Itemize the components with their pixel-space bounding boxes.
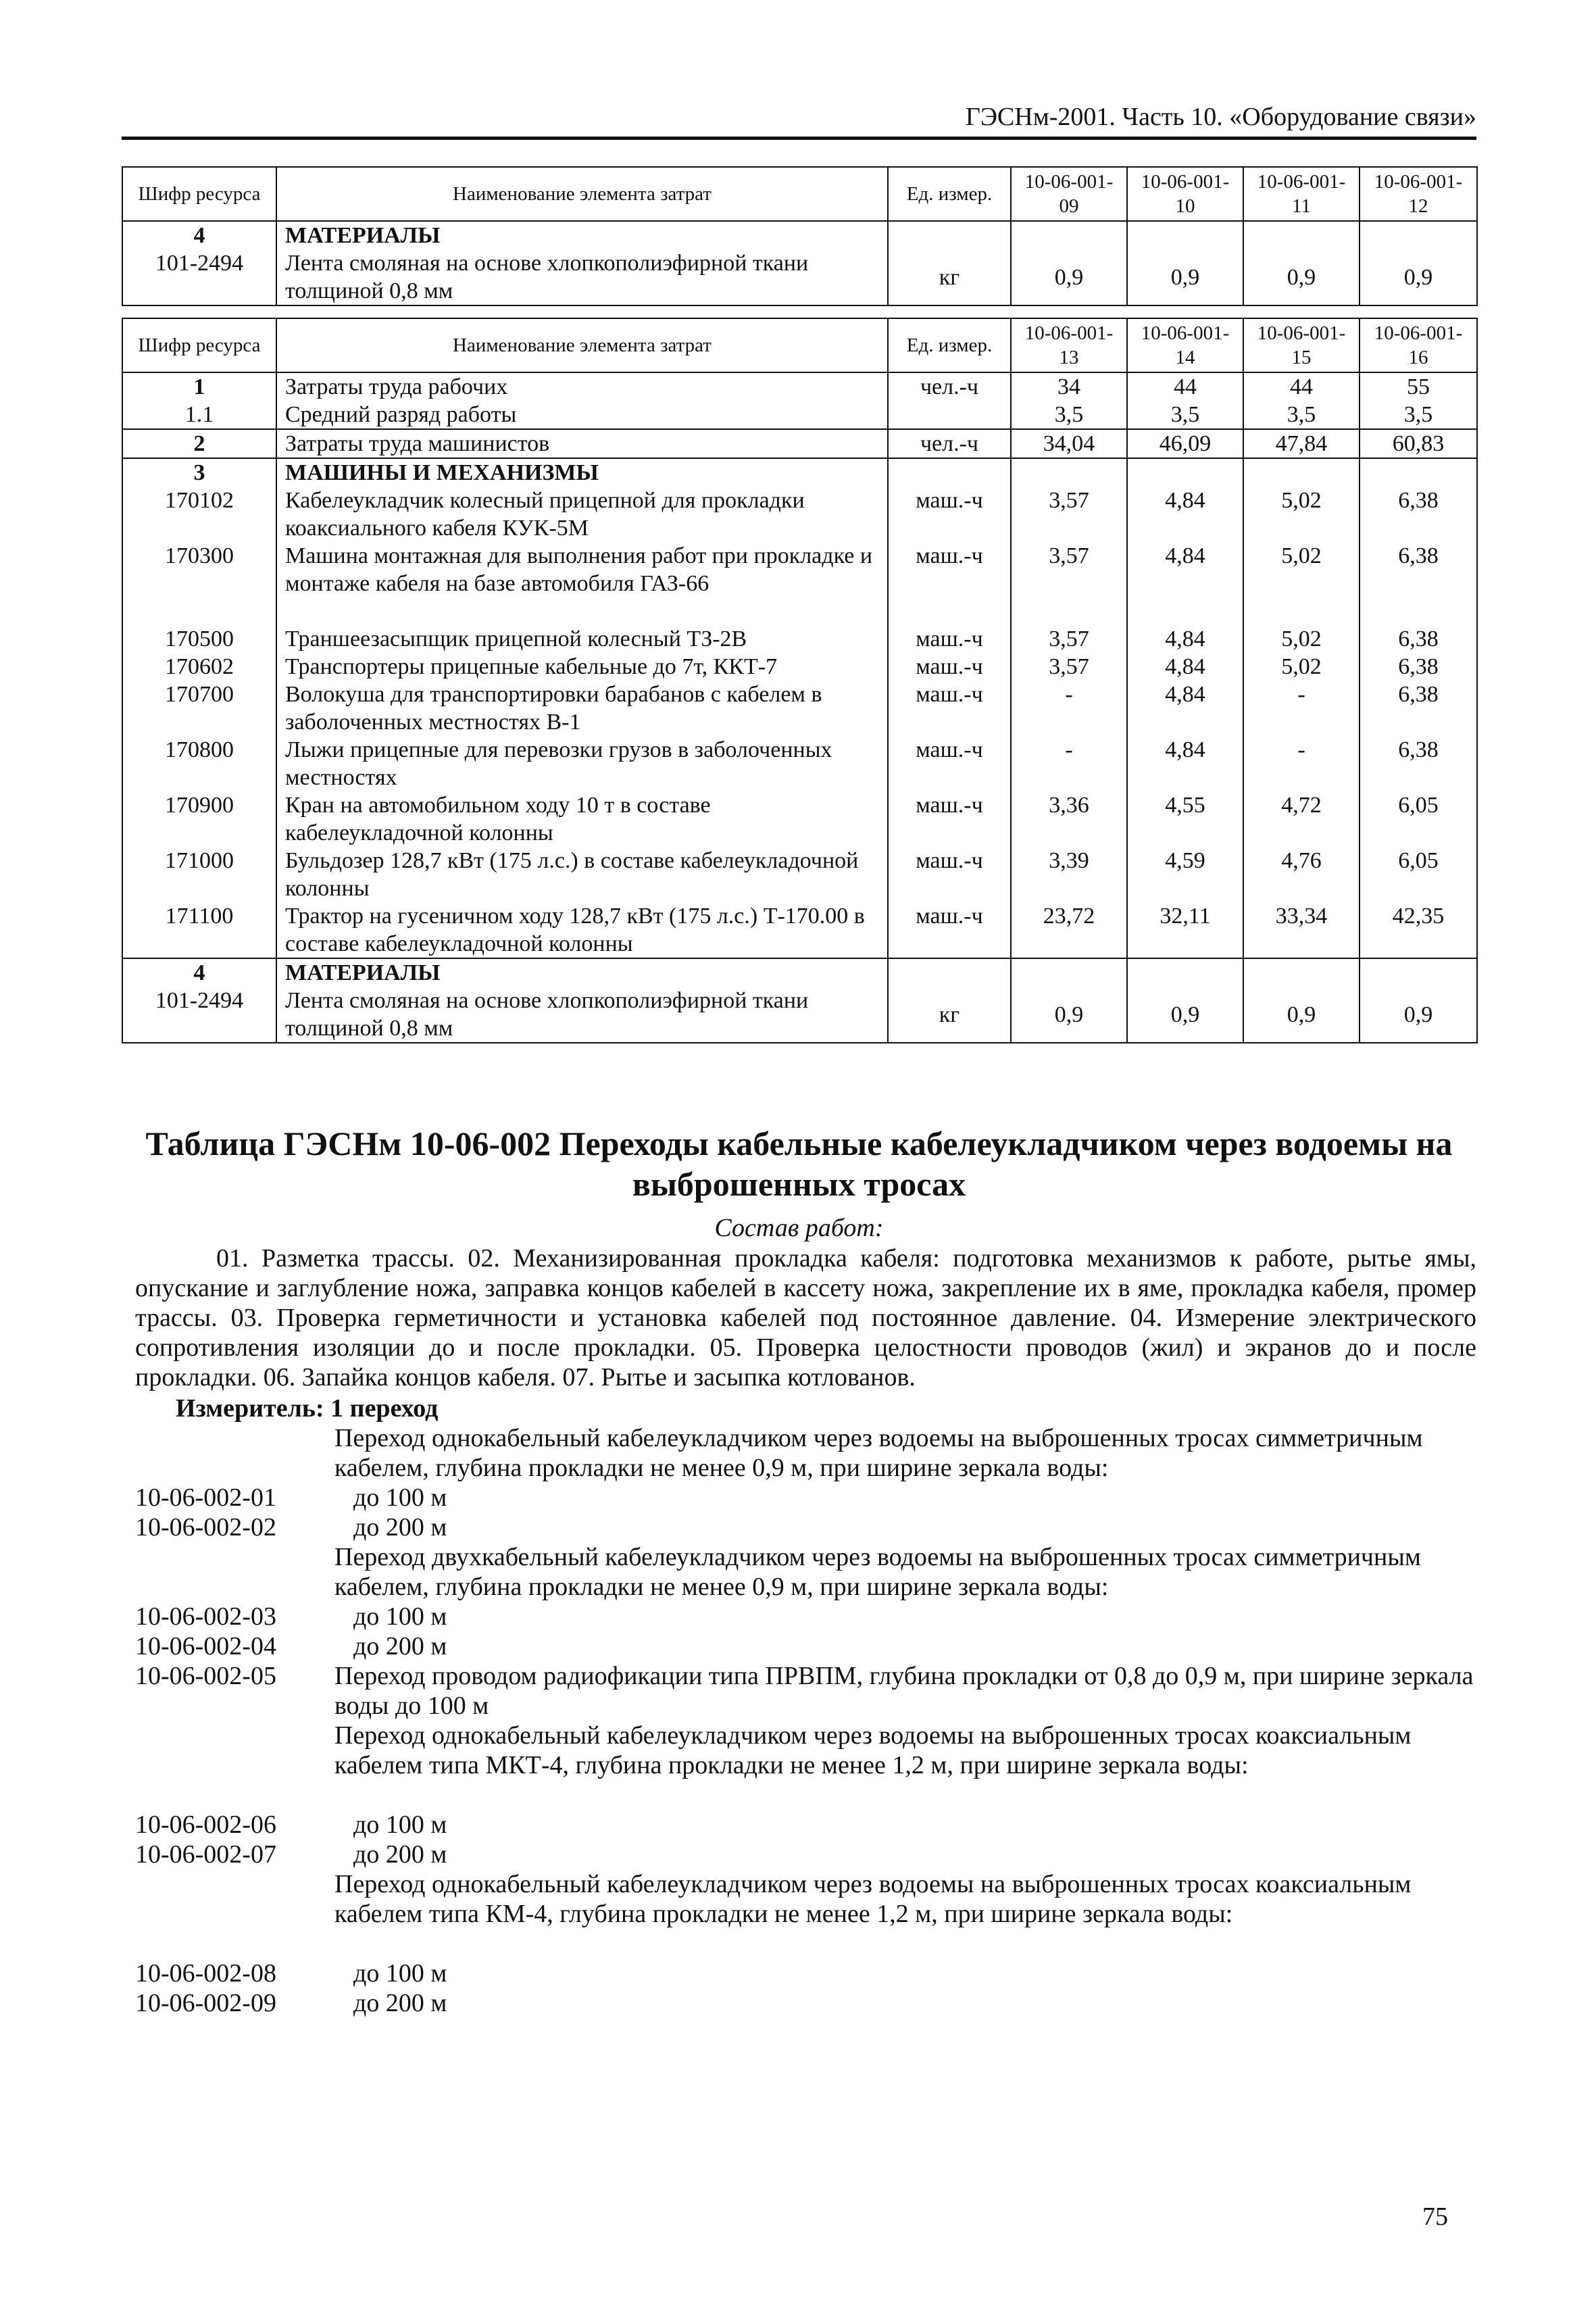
measure-unit: Измеритель: 1 переход <box>176 1394 439 1423</box>
value-cell <box>1127 458 1243 487</box>
item-text: Переход однокабельный кабелеукладчиком через водоемы на выброшенных тросах коаксиальным кабелем типа МКТ-4, глубина прокладки не менее 1,2 м, при ширине зеркала воды: <box>334 1721 1412 1779</box>
section-title: Таблица ГЭСНм 10-06-002 Переходы кабельные кабелеукладчиком через водоемы на выброшенных тросах <box>145 1125 1453 1203</box>
resource-code: 170500 <box>122 625 276 653</box>
table-row <box>122 791 1477 847</box>
value-cell: 32,11 <box>1127 902 1243 958</box>
value-cell: 4,55 <box>1127 791 1243 847</box>
value-cell: 4,59 <box>1127 847 1243 902</box>
table-row <box>122 542 1477 625</box>
value-cell: 6,38 <box>1360 487 1477 542</box>
resource-code: 4 <box>122 958 276 987</box>
header-cell: 10-06-001-15 <box>1243 318 1360 372</box>
header-cell: 10-06-001-10 <box>1127 167 1243 221</box>
item-text: до 100 м <box>353 1483 447 1512</box>
resource-unit: маш.-ч <box>888 847 1011 902</box>
header-cell: 10-06-001-09 <box>1011 167 1127 221</box>
item-text: Переход двухкабельный кабелеукладчиком через водоемы на выброшенных тросах симметричным кабелем, глубина прокладки не менее 0,9 м, при ширине зеркала воды: <box>334 1543 1421 1601</box>
page-number: 75 <box>1422 2202 1448 2231</box>
header-cell: Наименование элемента затрат <box>276 318 888 372</box>
header-cell: Шифр ресурса <box>122 318 276 372</box>
item-text: до 200 м <box>353 1840 447 1869</box>
value-cell <box>1011 458 1127 487</box>
value-cell: 3,57 <box>1011 542 1127 625</box>
table-row <box>122 902 1477 958</box>
value-cell <box>1360 958 1477 987</box>
header-cell: Наименование элемента затрат <box>276 167 888 221</box>
header-cell: 10-06-001-16 <box>1360 318 1477 372</box>
table-row <box>122 458 1477 487</box>
item-code: 10-06-002-02 <box>135 1513 276 1542</box>
value-cell: 3,39 <box>1011 847 1127 902</box>
header-cell: 10-06-001-13 <box>1011 318 1127 372</box>
item-text: до 200 м <box>353 1989 447 2017</box>
value-cell: - <box>1243 681 1360 736</box>
table-row <box>122 625 1477 653</box>
resource-code: 101-2494 <box>122 987 276 1043</box>
resource-code: 1.1 <box>122 401 276 429</box>
resource-code: 171100 <box>122 902 276 958</box>
table-header-row <box>122 167 1477 221</box>
resource-code: 2 <box>122 429 276 458</box>
value-cell: 6,05 <box>1360 791 1477 847</box>
value-cell: 34 <box>1011 372 1127 401</box>
value-cell <box>1243 458 1360 487</box>
value-cell: 4,84 <box>1127 542 1243 625</box>
item-code: 10-06-002-08 <box>135 1959 276 1988</box>
resource-unit <box>888 401 1011 429</box>
table-row <box>122 221 1477 249</box>
header-cell: 10-06-001-11 <box>1243 167 1360 221</box>
item-text: до 200 м <box>353 1513 447 1542</box>
resource-code: 3 <box>122 458 276 487</box>
value-cell: 6,38 <box>1360 736 1477 791</box>
table-row <box>122 987 1477 1043</box>
value-cell <box>1243 958 1360 987</box>
resource-unit: кг <box>888 987 1011 1043</box>
resource-name: Лыжи прицепные для перевозки грузов в заболоченных местностях <box>276 736 888 791</box>
work-composition: 01. Разметка трассы. 02. Механизированная прокладка кабеля: подготовка механизмов к работе, рытье ямы, опускание и заглубление ножа, заправка концов кабелей в кассету ножа, закрепление их в яме, прокладка кабеля, промер трассы. 03. Проверка герметичности и установка кабелей под постоянное давление. 04. Измерение электрического сопротивления изоляции до и после прокладки. 05. Проверка целостности проводов (жил) и экранов до и после прокладки. 06. Запайка концов кабеля. 07. Рытье и засыпка котлованов. <box>135 1244 1476 1392</box>
resource-name: Трактор на гусеничном ходу 128,7 кВт (175 л.с.) Т-170.00 в составе кабелеукладочной колонны <box>276 902 888 958</box>
resource-name: МАТЕРИАЛЫ <box>276 958 888 987</box>
resource-unit: маш.-ч <box>888 625 1011 653</box>
resource-name: Бульдозер 128,7 кВт (175 л.с.) в составе кабелеукладочной колонны <box>276 847 888 902</box>
value-cell: 4,84 <box>1127 487 1243 542</box>
table-row <box>122 847 1477 902</box>
item-code: 10-06-002-06 <box>135 1811 276 1839</box>
resource-code: 1 <box>122 372 276 401</box>
resource-name: Затраты труда машинистов <box>276 429 888 458</box>
resource-unit: чел.-ч <box>888 372 1011 401</box>
value-cell: 3,5 <box>1127 401 1243 429</box>
resource-unit <box>888 221 1011 249</box>
value-cell: 23,72 <box>1011 902 1127 958</box>
table-row <box>122 487 1477 542</box>
resource-code: 170900 <box>122 791 276 847</box>
value-cell: 0,9 <box>1011 987 1127 1043</box>
header-cell: Ед. измер. <box>888 167 1011 221</box>
section-subtitle: Состав работ: <box>714 1214 884 1242</box>
value-cell <box>1011 221 1127 249</box>
table-row <box>122 249 1477 305</box>
resource-unit: маш.-ч <box>888 653 1011 681</box>
value-cell: 6,38 <box>1360 542 1477 625</box>
value-cell <box>1243 221 1360 249</box>
item-code: 10-06-002-09 <box>135 1989 276 2017</box>
resource-unit: маш.-ч <box>888 902 1011 958</box>
resource-code: 170102 <box>122 487 276 542</box>
value-cell: 0,9 <box>1360 987 1477 1043</box>
value-cell <box>1127 221 1243 249</box>
value-cell: 33,34 <box>1243 902 1360 958</box>
table-header-row <box>122 318 1477 372</box>
resource-code: 101-2494 <box>122 249 276 305</box>
item-text: до 100 м <box>353 1602 447 1631</box>
item-text: Переход однокабельный кабелеукладчиком через водоемы на выброшенных тросах коаксиальным кабелем типа КМ-4, глубина прокладки не менее 1,2 м, при ширине зеркала воды: <box>334 1870 1412 1928</box>
value-cell: 44 <box>1243 372 1360 401</box>
table-row <box>122 401 1477 429</box>
value-cell: 0,9 <box>1127 987 1243 1043</box>
value-cell: 4,84 <box>1127 625 1243 653</box>
resource-unit: маш.-ч <box>888 487 1011 542</box>
value-cell: 3,36 <box>1011 791 1127 847</box>
resource-code: 171000 <box>122 847 276 902</box>
value-cell <box>1127 958 1243 987</box>
value-cell: 4,72 <box>1243 791 1360 847</box>
item-text: до 100 м <box>353 1811 447 1839</box>
item-text: до 200 м <box>353 1632 447 1660</box>
resource-code: 170800 <box>122 736 276 791</box>
value-cell: 60,83 <box>1360 429 1477 458</box>
value-cell: 3,5 <box>1360 401 1477 429</box>
value-cell: 0,9 <box>1243 249 1360 305</box>
header-cell: Шифр ресурса <box>122 167 276 221</box>
resource-unit: маш.-ч <box>888 736 1011 791</box>
resource-unit: маш.-ч <box>888 542 1011 625</box>
resource-name: Затраты труда рабочих <box>276 372 888 401</box>
value-cell: 34,04 <box>1011 429 1127 458</box>
value-cell: - <box>1243 736 1360 791</box>
resource-name: МАТЕРИАЛЫ <box>276 221 888 249</box>
resource-code: 170300 <box>122 542 276 625</box>
resource-name: Транспортеры прицепные кабельные до 7т, ККТ-7 <box>276 653 888 681</box>
resource-unit <box>888 958 1011 987</box>
value-cell: 46,09 <box>1127 429 1243 458</box>
resource-code: 170602 <box>122 653 276 681</box>
item-code: 10-06-002-04 <box>135 1632 276 1660</box>
table-row <box>122 653 1477 681</box>
value-cell: 4,84 <box>1127 736 1243 791</box>
value-cell: 3,57 <box>1011 487 1127 542</box>
value-cell: 0,9 <box>1243 987 1360 1043</box>
resource-name: Волокуша для транспортировки барабанов с кабелем в заболоченных местностях В-1 <box>276 681 888 736</box>
value-cell: 6,05 <box>1360 847 1477 902</box>
value-cell <box>1360 221 1477 249</box>
resource-table-1 <box>122 166 1478 306</box>
resource-name: Машина монтажная для выполнения работ при прокладке и монтаже кабеля на базе автомобиля ГАЗ-66 <box>276 542 888 625</box>
value-cell <box>1011 958 1127 987</box>
value-cell <box>1360 458 1477 487</box>
resource-name: МАШИНЫ И МЕХАНИЗМЫ <box>276 458 888 487</box>
resource-unit: чел.-ч <box>888 429 1011 458</box>
resource-name: Средний разряд работы <box>276 401 888 429</box>
resource-code: 170700 <box>122 681 276 736</box>
resource-name: Траншеезасыпщик прицепной колесный ТЗ-2В <box>276 625 888 653</box>
value-cell: 5,02 <box>1243 625 1360 653</box>
item-text: Переход проводом радиофикации типа ПРВПМ, глубина прокладки от 0,8 до 0,9 м, при ширине зеркала воды до 100 м <box>334 1662 1474 1720</box>
resource-unit: маш.-ч <box>888 681 1011 736</box>
item-text: Переход однокабельный кабелеукладчиком через водоемы на выброшенных тросах симметричным кабелем, глубина прокладки не менее 0,9 м, при ширине зеркала воды: <box>334 1424 1423 1482</box>
value-cell: 6,38 <box>1360 653 1477 681</box>
resource-code: 4 <box>122 221 276 249</box>
item-code: 10-06-002-07 <box>135 1840 276 1869</box>
value-cell: 5,02 <box>1243 487 1360 542</box>
header-cell: Ед. измер. <box>888 318 1011 372</box>
value-cell: 44 <box>1127 372 1243 401</box>
table-row <box>122 681 1477 736</box>
header-cell: 10-06-001-12 <box>1360 167 1477 221</box>
header-cell: 10-06-001-14 <box>1127 318 1243 372</box>
value-cell: 4,76 <box>1243 847 1360 902</box>
resource-unit <box>888 458 1011 487</box>
item-text: до 100 м <box>353 1959 447 1988</box>
resource-name: Лента смоляная на основе хлопкополиэфирной ткани толщиной 0,8 мм <box>276 987 888 1043</box>
table-row <box>122 958 1477 987</box>
value-cell: 3,5 <box>1011 401 1127 429</box>
resource-name: Лента смоляная на основе хлопкополиэфирной ткани толщиной 0,8 мм <box>276 249 888 305</box>
value-cell: 6,38 <box>1360 681 1477 736</box>
item-code: 10-06-002-03 <box>135 1602 276 1631</box>
value-cell: 47,84 <box>1243 429 1360 458</box>
value-cell: 0,9 <box>1360 249 1477 305</box>
value-cell: 3,5 <box>1243 401 1360 429</box>
value-cell: 4,84 <box>1127 653 1243 681</box>
value-cell: 55 <box>1360 372 1477 401</box>
value-cell: 4,84 <box>1127 681 1243 736</box>
resource-table-2 <box>122 318 1478 1043</box>
table-row <box>122 372 1477 401</box>
value-cell: - <box>1011 736 1127 791</box>
value-cell: 3,57 <box>1011 653 1127 681</box>
resource-unit: маш.-ч <box>888 791 1011 847</box>
resource-unit: кг <box>888 249 1011 305</box>
resource-name: Кабелеукладчик колесный прицепной для прокладки коаксиального кабеля КУК-5М <box>276 487 888 542</box>
item-code: 10-06-002-05 <box>135 1662 276 1690</box>
value-cell: 42,35 <box>1360 902 1477 958</box>
item-code: 10-06-002-01 <box>135 1483 276 1512</box>
table-row <box>122 736 1477 791</box>
value-cell: 5,02 <box>1243 653 1360 681</box>
value-cell: 0,9 <box>1011 249 1127 305</box>
resource-name: Кран на автомобильном ходу 10 т в составе кабелеукладочной колонны <box>276 791 888 847</box>
value-cell: 3,57 <box>1011 625 1127 653</box>
value-cell: 0,9 <box>1127 249 1243 305</box>
value-cell: 5,02 <box>1243 542 1360 625</box>
running-header: ГЭСНм-2001. Часть 10. «Оборудование связи» <box>122 101 1476 140</box>
value-cell: 6,38 <box>1360 625 1477 653</box>
value-cell: - <box>1011 681 1127 736</box>
table-row <box>122 429 1477 458</box>
